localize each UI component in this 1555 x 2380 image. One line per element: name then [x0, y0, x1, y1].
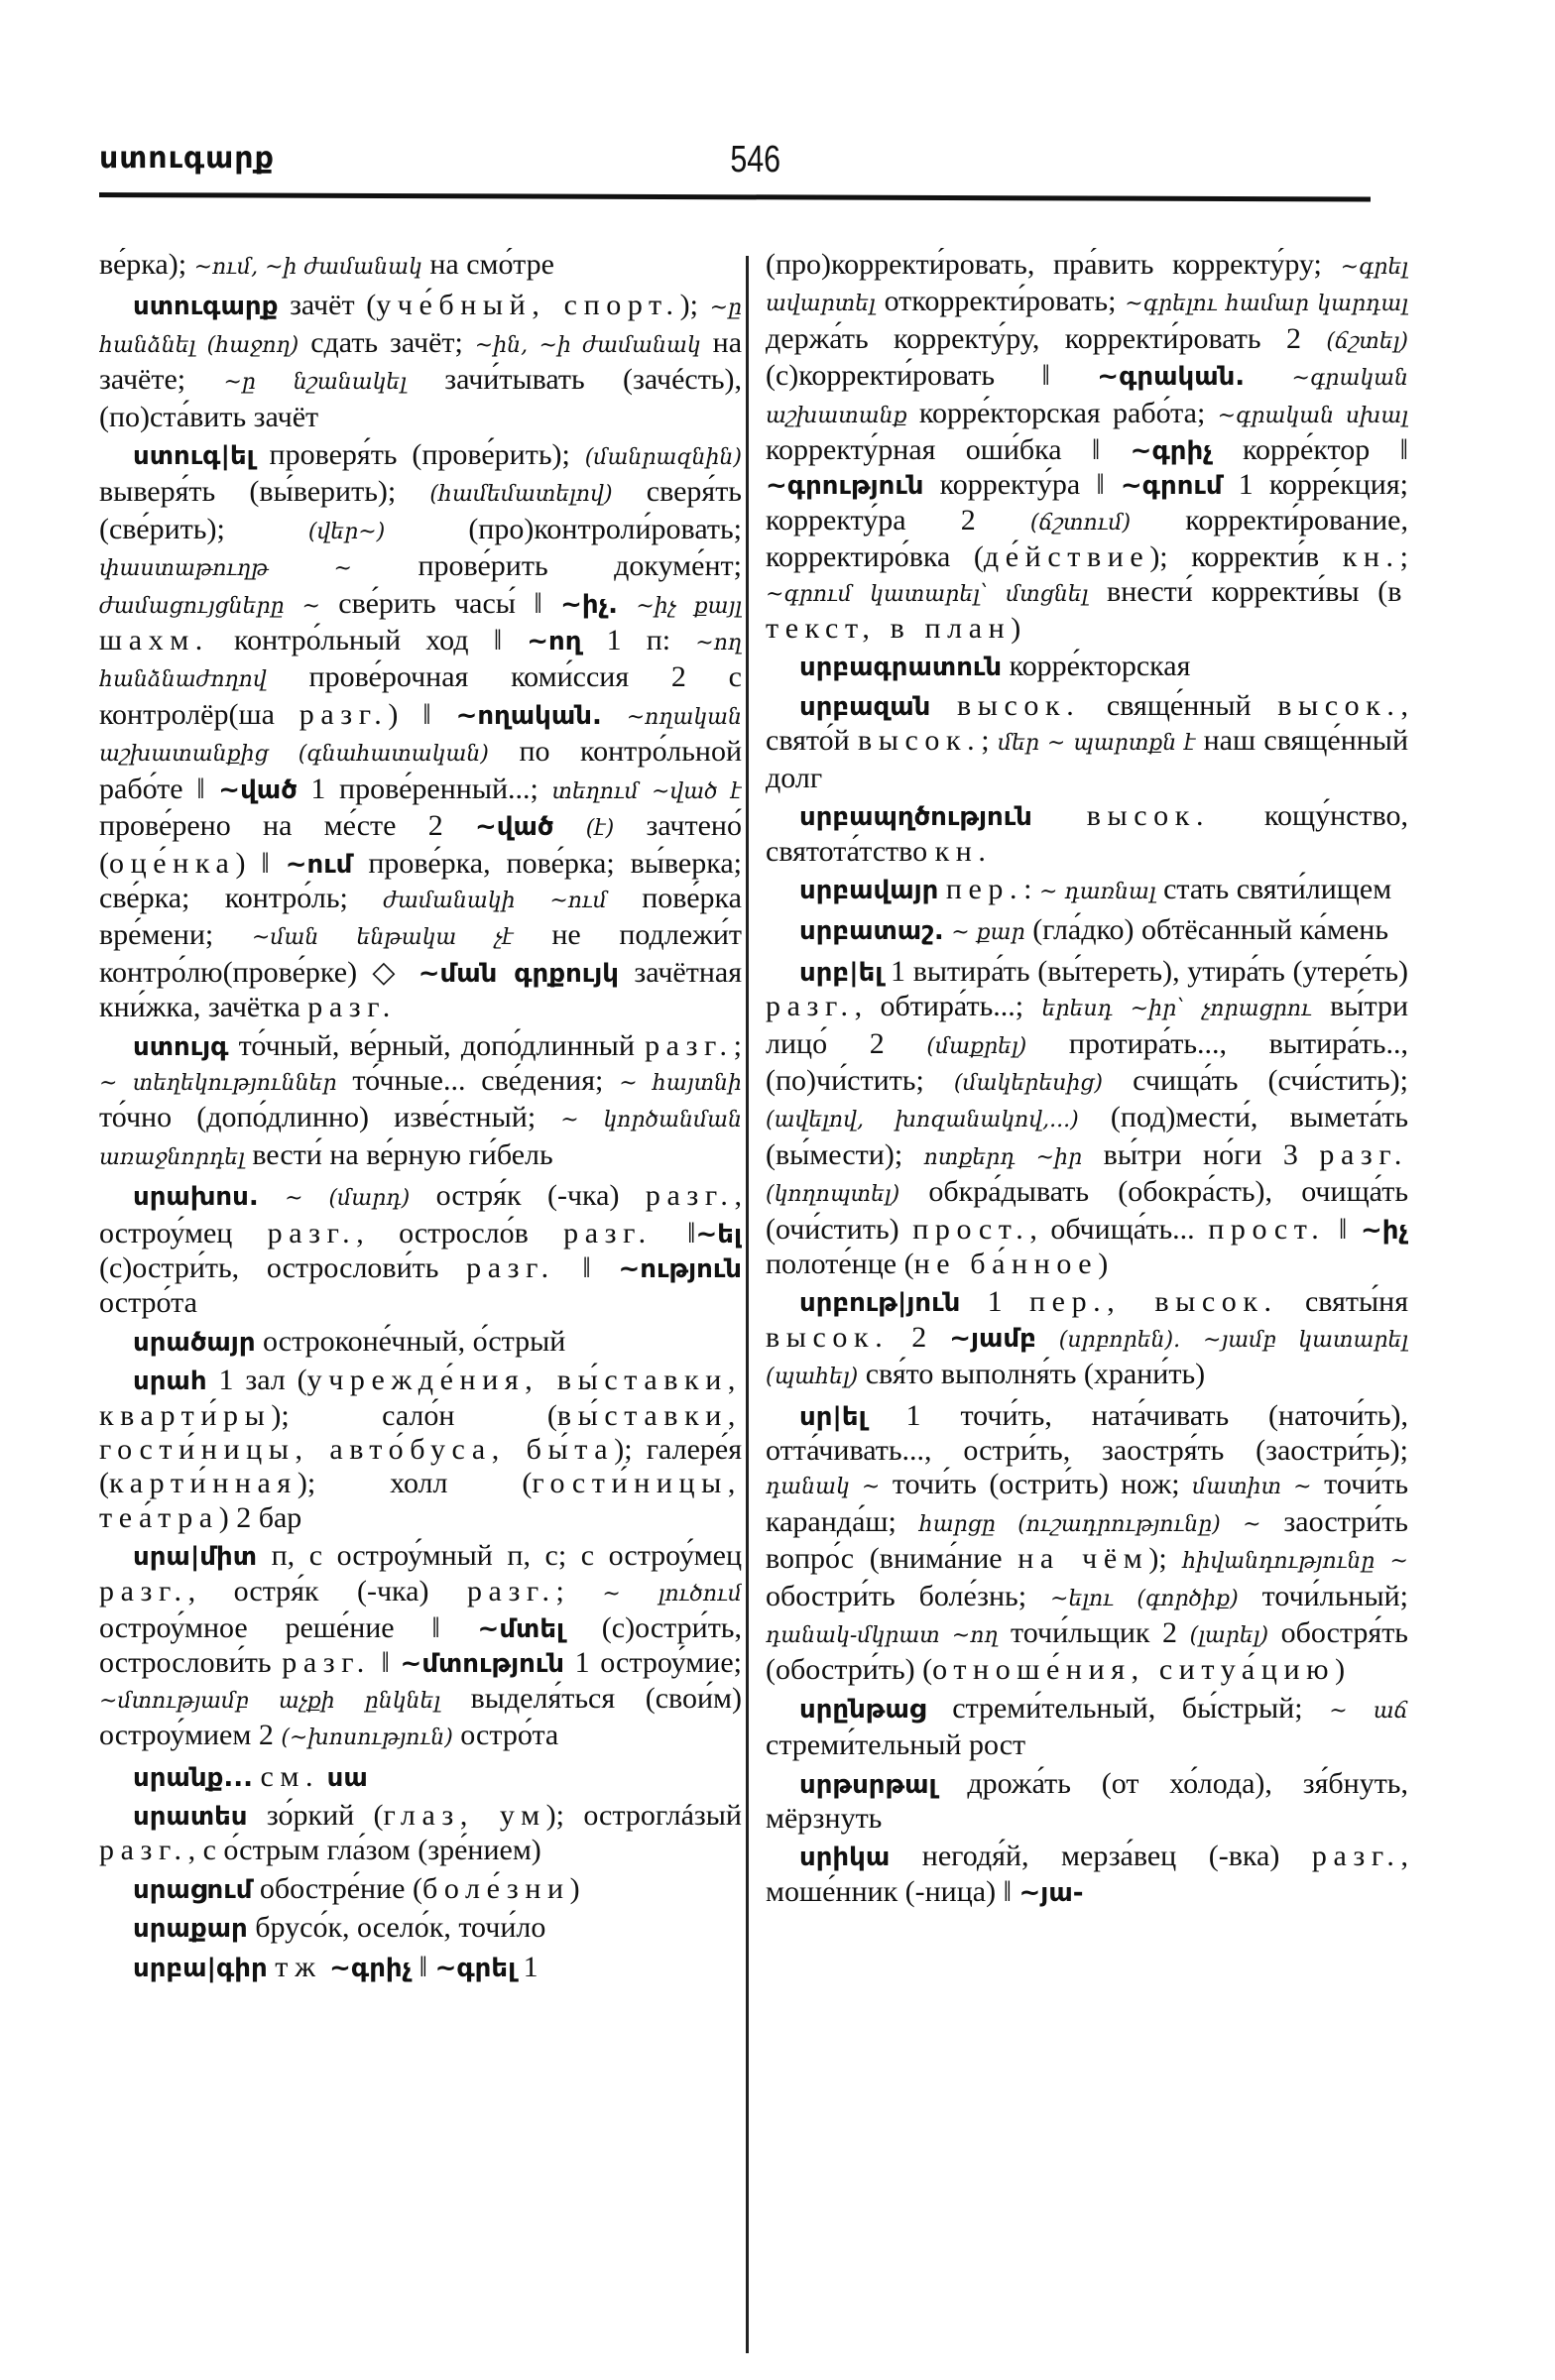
- headword: սրբապղծություն: [799, 802, 1032, 833]
- armenian-example: ~ում, ~ի ժամանակ: [193, 255, 422, 280]
- armenian-example: ~յամբ կատարել (պահել): [766, 1327, 1408, 1390]
- usage-label: высок.: [857, 724, 982, 758]
- dictionary-entry: [766, 1767, 1408, 1837]
- dictionary-entry: [766, 689, 1408, 795]
- translation-text: ); остроглáзый: [545, 1799, 742, 1833]
- dictionary-entry: [766, 1840, 1408, 1910]
- translation-text: обостри́ть боле́знь;: [766, 1579, 1051, 1612]
- column-divider: [746, 256, 749, 2353]
- translation-text: ): [569, 1871, 580, 1905]
- translation-text: наш свяще́нный долг: [766, 724, 1408, 794]
- headword: սրաքար: [133, 1914, 248, 1945]
- dictionary-entry: [99, 1179, 742, 1321]
- translation-text: остроу́мное реше́ние ‖: [99, 1611, 478, 1645]
- armenian-example: ~ման ենթակա չէ: [251, 925, 514, 951]
- translation-text: негодя́й, мерза́вец (-вка): [890, 1840, 1312, 1873]
- armenian-example: ~ կործանման առաջնորդել: [99, 1108, 742, 1170]
- headword: ~յամբ: [949, 1323, 1036, 1354]
- translation-text: остря́к (-чка): [410, 1179, 646, 1213]
- dictionary-entry: [99, 1364, 742, 1535]
- usage-label: кн.: [934, 834, 993, 868]
- translation-text: (с)остри́ть, острослови́ть: [99, 1611, 742, 1680]
- usage-label: шахм.: [99, 624, 209, 657]
- translation-text: 1 остроу́мие;: [564, 1646, 742, 1680]
- translation-text: протира́ть..., вытира́ть.., (по)чи́стить;: [766, 1026, 1408, 1097]
- usage-label: отноше́ния, ситуа́цию: [932, 1653, 1336, 1687]
- translation-text: вести́ на ве́рную ги́бель: [244, 1137, 553, 1171]
- headword: ~ող: [527, 627, 582, 657]
- armenian-example: մատիտ ~: [1192, 1475, 1312, 1500]
- translation-text: прове́рочная коми́ссия 2 с контролёр(ша: [99, 660, 742, 731]
- usage-label: уче́бный, спорт.: [376, 289, 680, 322]
- translation-text: корректу́рная оши́бка ‖: [766, 433, 1131, 467]
- translation-text: не подлежи́т контро́лю(прове́рке) ◇: [99, 918, 742, 989]
- dictionary-entry: [766, 873, 1408, 909]
- dictionary-entry: [99, 1539, 742, 1755]
- armenian-example: ~իչ քայլ: [636, 593, 742, 619]
- translation-text: на смо́тре: [421, 248, 554, 281]
- headword: սրբատաշ.: [799, 916, 944, 947]
- headword: սրբութ|յուն: [799, 1288, 961, 1319]
- dictionary-entry: [766, 650, 1408, 684]
- headword: սրացում: [133, 1874, 253, 1905]
- translation-text: , остросло́в: [356, 1216, 564, 1250]
- translation-text: корректи́рование, корректиро́вка (: [766, 503, 1408, 574]
- armenian-example: (ճշտել): [1326, 328, 1408, 354]
- translation-text: (под)мести́, вымета́ть (вы́мести);: [766, 1101, 1408, 1171]
- translation-text: ‖: [412, 1950, 435, 1983]
- usage-label: разг.: [299, 697, 389, 731]
- entry-continuation: [99, 248, 742, 285]
- armenian-example: ~ելու (գործիք): [1050, 1586, 1239, 1611]
- usage-label: разг.: [766, 990, 855, 1023]
- translation-text: прове́рено на ме́сте 2: [99, 809, 476, 843]
- translation-text: кощу́нство, святота́тство: [766, 799, 1408, 868]
- armenian-example: ~գրում կատարել՝ մտցնել: [766, 581, 1089, 607]
- translation-text: 1 п:: [581, 624, 696, 657]
- armenian-example: ~ տեղեկություններ: [99, 1070, 337, 1096]
- translation-text: , свято́й: [766, 688, 1408, 758]
- dictionary-entry: [766, 799, 1408, 869]
- translation-text: зачтено́ (: [99, 809, 742, 880]
- translation-text: проверя́ть (прове́рить);: [254, 438, 585, 472]
- running-head-guide-word: ստուգարք: [99, 141, 275, 176]
- armenian-example: ~մտությամբ աչքի ընկնել: [99, 1688, 441, 1714]
- translation-text: корре́ктор ‖: [1212, 433, 1408, 467]
- usage-label: не ба́нное: [913, 1247, 1099, 1280]
- translation-text: сверя́ть (све́рить);: [99, 475, 742, 545]
- armenian-example: ~ին, ~ի ժամանակ: [474, 332, 701, 358]
- translation-text: держа́ть корректу́ру, корректи́ровать 2: [766, 321, 1327, 355]
- translation-text: );: [679, 289, 710, 322]
- translation-text: 1 зал (: [206, 1364, 307, 1397]
- translation-text: [618, 587, 636, 620]
- translation-text: , обчища́ть...: [1029, 1212, 1209, 1246]
- translation-text: [1245, 359, 1291, 392]
- header-rule: [99, 192, 1371, 201]
- armenian-example: ~ դառնալ: [1038, 879, 1156, 904]
- headword: սրահ: [133, 1367, 207, 1397]
- usage-label: оце́нка: [109, 846, 236, 880]
- translation-text: ) ‖: [235, 846, 286, 880]
- headword: սրբագրատուն: [799, 653, 1003, 683]
- headword: ստուգարք: [133, 292, 279, 322]
- usage-label: разг.: [645, 1028, 734, 1062]
- translation-text: контро́льный ход ‖: [208, 624, 528, 657]
- translation-text: (про)контроли́ровать;: [385, 512, 742, 545]
- translation-text: [930, 689, 957, 722]
- armenian-example: (վեր~): [307, 519, 386, 544]
- translation-text: свя́то выполня́ть (храни́ть): [858, 1358, 1206, 1391]
- headword: սրանք...: [133, 1762, 253, 1793]
- translation-text: ): [1335, 1653, 1346, 1687]
- translation-text: све́рить часы́ ‖: [319, 586, 561, 620]
- translation-text: ве́рка);: [99, 248, 194, 281]
- translation-text: то́чные... све́дения;: [336, 1063, 620, 1097]
- translation-text: , остроу́мец: [99, 1179, 742, 1250]
- armenian-example: երեսդ ~իր՝ չորացրու: [1041, 997, 1312, 1022]
- usage-label: гости́ницы, теа́тра: [99, 1467, 742, 1534]
- translation-text: ); холл (: [297, 1467, 533, 1500]
- translation-text: 1 вытира́ть (вы́тереть), утира́ть (утере́ть): [883, 954, 1408, 988]
- dictionary-entry: [766, 913, 1408, 950]
- translation-text: сдать зачёт;: [299, 325, 475, 359]
- usage-label: разг.: [307, 991, 397, 1024]
- usage-label: де́йствие: [983, 540, 1150, 574]
- dictionary-entry: [99, 1760, 742, 1795]
- translation-text: корре́кторская: [1002, 650, 1191, 683]
- translation-text: ;: [1399, 540, 1408, 574]
- headword: սրբազան: [799, 691, 931, 722]
- armenian-example: (լարել): [1189, 1623, 1269, 1649]
- usage-label: вы́ставки, гости́ницы, авто́буса, бы́та: [99, 1398, 742, 1466]
- translation-text: точи́ть каранда́ш;: [766, 1468, 1408, 1538]
- dictionary-entry: [99, 438, 742, 1025]
- armenian-example: դանակ-մկրատ ~ող: [766, 1623, 999, 1649]
- headword: սրբա|գիր: [133, 1953, 268, 1983]
- translation-text: прове́рить докуме́нт;: [351, 549, 742, 583]
- translation-text: ); корректи́в: [1149, 540, 1343, 574]
- headword: սրբ|ել: [799, 957, 884, 988]
- armenian-example: (կողոպտել): [766, 1182, 900, 1208]
- translation-text: точи́льщик 2: [998, 1616, 1190, 1650]
- translation-text: (с)остри́ть, острослови́ть: [99, 1250, 467, 1284]
- armenian-example: (սրբորեն).: [1058, 1327, 1181, 1353]
- headword: ~յա-: [1018, 1877, 1084, 1908]
- translation-text: зо́ркий (: [247, 1799, 384, 1833]
- armenian-example: հիվանդությունը ~: [1182, 1549, 1408, 1575]
- dictionary-entry: [99, 1799, 742, 1868]
- translation-text: [259, 1179, 285, 1212]
- headword: ~իչ.: [560, 589, 618, 620]
- translation-text: обостря́ть (обостри́ть) (: [766, 1616, 1408, 1687]
- translation-text: 1: [516, 1950, 538, 1983]
- translation-text: (гла́дко) обтёсанный ка́мень: [1024, 913, 1389, 947]
- armenian-example: (~խոսություն): [281, 1726, 453, 1751]
- usage-label: карти́нная: [109, 1467, 298, 1500]
- headword: ~մտել: [477, 1614, 565, 1645]
- dictionary-entry: [99, 1029, 742, 1176]
- translation-text: стреми́тельный, бы́стрый;: [925, 1691, 1330, 1725]
- translation-text: ); галере́я (: [99, 1433, 742, 1500]
- headword: ~ություն: [618, 1253, 742, 1284]
- translation-text: заостри́ть вопро́с (внима́ние: [766, 1504, 1408, 1576]
- translation-text: вы́три лицо́ 2: [766, 990, 1408, 1060]
- translation-text: ‖: [370, 1646, 401, 1680]
- translation-text: ‖: [652, 1216, 696, 1250]
- usage-label: высок.: [1277, 688, 1401, 722]
- armenian-example: ~գրական սխալ: [1217, 403, 1408, 428]
- headword: ~գրություն: [766, 471, 924, 502]
- translation-text: счища́ть (счи́стить);: [1103, 1063, 1408, 1097]
- translation-text: стреми́тельный рост: [766, 1728, 1026, 1762]
- headword: ստույգ: [133, 1031, 229, 1062]
- translation-text: остро́та: [99, 1286, 197, 1320]
- armenian-example: դանակ ~: [766, 1475, 881, 1500]
- translation-text: ;: [555, 1574, 603, 1607]
- translation-text: (с)корректи́ровать ‖: [766, 359, 1098, 393]
- dictionary-entry: [766, 1692, 1408, 1763]
- headword: ~ված: [475, 812, 554, 843]
- translation-text: (про)корректи́ровать, пра́вить корректу́ру;: [766, 248, 1341, 281]
- translation-text: ‖: [1325, 1212, 1361, 1246]
- translation-text: 1: [960, 1285, 1029, 1319]
- translation-text: корре́кторская рабо́та;: [906, 396, 1218, 429]
- usage-label: разг.: [563, 1216, 653, 1250]
- headword: ~ված: [218, 774, 298, 805]
- headword: սրախոս.: [133, 1182, 259, 1213]
- translation-text: [1036, 1321, 1059, 1354]
- translation-text: то́чно (допо́длинно) изве́стный;: [99, 1101, 561, 1134]
- usage-label: прост.: [1208, 1212, 1326, 1246]
- translation-text: 1 прове́ренный...;: [297, 772, 552, 805]
- armenian-example: ~ը նշանակել: [223, 370, 407, 396]
- headword: սր|ել: [799, 1401, 867, 1432]
- armenian-example: ժամանակի ~ում: [383, 888, 607, 913]
- translation-text: обкра́дывать (обокра́сть), очища́ть (очи́стить): [766, 1175, 1408, 1246]
- usage-label: пер.: [945, 872, 1024, 905]
- headword: ~իչ: [1360, 1215, 1408, 1246]
- usage-label: кн.: [1342, 540, 1400, 574]
- translation-text: зачи́тывать (зачéсть), (по)ста́вить зачёт: [99, 363, 742, 433]
- translation-text: , с о́стрым гла́зом (зре́нием): [187, 1834, 541, 1867]
- translation-text: [1032, 799, 1087, 832]
- usage-label: разг.: [267, 1216, 357, 1250]
- headword: ստուգ|ել: [133, 441, 255, 472]
- armenian-example: ~ը հանձնել (հաջող): [99, 296, 742, 358]
- dictionary-entry: [99, 1872, 742, 1907]
- headword: սրածայր: [133, 1327, 256, 1358]
- usage-label: разг.: [466, 1574, 556, 1607]
- usage-label: боле́зни: [421, 1871, 570, 1905]
- translation-text: остро́та: [452, 1719, 559, 1752]
- armenian-example: մեր ~ պարտքն է: [997, 731, 1196, 757]
- headword: սրատես: [133, 1802, 248, 1833]
- armenian-example: (մանրազնին): [584, 445, 742, 471]
- usage-label: разг.: [282, 1646, 371, 1680]
- translation-text: ;: [981, 724, 998, 758]
- translation-text: :: [1023, 872, 1039, 905]
- translation-text: то́чный, ве́рный, допо́длинный: [228, 1028, 646, 1062]
- translation-text: дрожа́ть (от хо́лода), зя́бнуть, мёрзнуть: [766, 1766, 1408, 1836]
- right-column: [766, 248, 1408, 2360]
- usage-label: в текст, в план: [766, 574, 1408, 646]
- usage-label: разг.: [645, 1179, 735, 1213]
- translation-text: ‖: [554, 1250, 619, 1284]
- dictionary-entry: [766, 1285, 1408, 1394]
- translation-text: , обтира́ть...;: [854, 990, 1042, 1023]
- translation-text: точи́ть (остри́ть) нож;: [880, 1468, 1193, 1501]
- translation-text: [554, 809, 586, 842]
- usage-label: тж: [275, 1950, 322, 1983]
- translation-text: , моше́нник (-ница) ‖: [766, 1840, 1408, 1908]
- headword: ~ողական.: [455, 700, 602, 731]
- translation-text: ); сало́н (: [271, 1398, 557, 1432]
- headword: ~ում: [285, 849, 353, 880]
- headword: ~գրական.: [1097, 362, 1246, 393]
- headword: ~ել: [695, 1219, 742, 1250]
- headword: ~գրում: [1120, 471, 1223, 502]
- dictionary-entry: [99, 1951, 742, 1985]
- translation-text: ) ‖: [388, 697, 456, 731]
- headword: սրթսրթալ: [799, 1769, 937, 1800]
- usage-label: разг.: [1319, 1137, 1408, 1171]
- translation-text: святы́ня: [1277, 1285, 1408, 1319]
- armenian-example: ժամացույցները ~: [99, 593, 320, 619]
- armenian-example: տեղում ~ված է: [551, 778, 742, 804]
- translation-text: 2: [889, 1320, 950, 1354]
- usage-label: разг.: [99, 1574, 188, 1607]
- translation-text: , остря́к (-чка): [187, 1574, 467, 1607]
- dictionary-entry: [99, 1911, 742, 1946]
- left-column: [99, 248, 742, 2360]
- armenian-example: ~ողական աշխատանքից (գնահատական): [99, 704, 742, 768]
- translation-text: [253, 1760, 261, 1793]
- armenian-example: (համեմատելով): [429, 482, 613, 508]
- translation-text: [319, 1760, 327, 1793]
- usage-label: см.: [260, 1759, 320, 1793]
- armenian-example: ~գրական աշխատանք: [766, 366, 1408, 428]
- armenian-example: ~ հայտնի: [619, 1070, 742, 1096]
- armenian-example: ~ քար: [951, 920, 1025, 946]
- headword: սրիկա: [799, 1843, 891, 1873]
- translation-text: зачётная кни́жка, зачётка: [99, 955, 742, 1024]
- translation-text: ): [1098, 1247, 1109, 1280]
- translation-text: выверя́ть (вы́верить);: [99, 475, 430, 509]
- usage-label: разг.: [466, 1250, 555, 1284]
- headword: ~գրիչ: [329, 1953, 413, 1983]
- translation-text: полоте́нце (: [766, 1247, 914, 1280]
- armenian-example: (է): [585, 816, 615, 842]
- usage-label: учрежде́ния, вы́ставки, кварти́ры: [99, 1364, 742, 1432]
- armenian-example: (մակերեսից): [953, 1070, 1104, 1096]
- translation-text: на зачёте;: [99, 325, 742, 397]
- usage-label: прост.: [912, 1212, 1030, 1246]
- translation-text: зачёт (: [278, 289, 377, 322]
- armenian-example: ~ լուծում: [602, 1581, 742, 1606]
- headword: սրբավայր: [799, 875, 939, 905]
- headword: սրա|միտ: [133, 1542, 258, 1573]
- translation-text: корректу́ра ‖: [923, 468, 1121, 502]
- translation-text: );: [1148, 1542, 1183, 1576]
- translation-text: [602, 698, 627, 731]
- headword: սրընթաց: [799, 1694, 926, 1725]
- armenian-example: ~գրելու համար կարդալ: [1125, 292, 1408, 317]
- translation-text: откорректи́ровать;: [875, 285, 1126, 318]
- armenian-example: ~ աճ: [1329, 1698, 1408, 1724]
- usage-label: пер., высок.: [1029, 1285, 1278, 1319]
- translation-text: [322, 1951, 330, 1983]
- translation-text: п, с остроу́мный п, с; с остроу́мец: [257, 1539, 742, 1573]
- translation-text: брусо́к, осело́к, точи́ло: [247, 1911, 546, 1945]
- usage-label: глаз, ум: [383, 1799, 546, 1833]
- translation-text: выделя́ться (свои́м) остроу́мием 2: [99, 1681, 742, 1752]
- armenian-example: փաստաթուղթ ~: [99, 556, 352, 582]
- entry-continuation: [766, 248, 1408, 646]
- dictionary-entry: [766, 1399, 1408, 1688]
- dictionary-entry: [99, 1325, 742, 1360]
- armenian-example: հարցը (ուշադրությունը) ~: [918, 1511, 1261, 1537]
- translation-text: обостре́ние (: [252, 1871, 422, 1905]
- translation-text: 1 точи́ть, ната́чивать (наточи́ть), отта́чивать..., остри́ть, заостря́ть (заостри́ть);: [766, 1398, 1408, 1467]
- translation-text: [938, 873, 946, 905]
- armenian-example: ~ող հանձնաժողով: [99, 631, 742, 693]
- armenian-example: ~գրել ավարտել: [766, 255, 1408, 317]
- armenian-example: (մաքրել): [926, 1033, 1027, 1059]
- usage-label: высок.: [1086, 799, 1211, 833]
- headword: ~մտություն: [400, 1649, 565, 1680]
- armenian-example: (ճշտում): [1029, 510, 1132, 536]
- headword: ~ման գրքույկ: [418, 958, 619, 989]
- usage-label: высок.: [956, 688, 1081, 722]
- translation-text: ;: [733, 1028, 742, 1062]
- translation-text: по контро́льной рабо́те ‖: [99, 735, 742, 805]
- headword: ~գրիչ: [1130, 436, 1213, 467]
- dictionary-entry: [766, 955, 1408, 1282]
- translation-text: пове́рка вре́мени;: [99, 881, 742, 952]
- translation-text: стать святи́лищем: [1155, 872, 1392, 905]
- usage-label: разг.: [99, 1834, 188, 1867]
- page-number: 546: [730, 139, 781, 180]
- armenian-example: ոտքերդ ~իր: [923, 1144, 1083, 1170]
- translation-text: ) 2 бар: [218, 1500, 302, 1534]
- translation-text: прове́рка, пове́рка; вы́верка; све́рка; контро́ль;: [99, 846, 742, 914]
- translation-text: остроконе́чный, о́стрый: [255, 1324, 566, 1358]
- usage-label: на чём: [1017, 1542, 1149, 1576]
- translation-text: свяще́нный: [1080, 688, 1278, 722]
- translation-text: [1180, 1321, 1203, 1354]
- dictionary-entry: [99, 289, 742, 434]
- usage-label: высок.: [766, 1320, 890, 1354]
- translation-text: внести́ корректи́вы (: [1088, 574, 1388, 608]
- translation-text: 1 корре́кция; корректу́ра 2: [766, 468, 1408, 536]
- translation-text: вы́три но́ги 3: [1082, 1137, 1320, 1171]
- armenian-example: ~ (մարդ): [285, 1186, 411, 1212]
- translation-text: ): [1011, 612, 1021, 646]
- usage-label: разг.: [1311, 1840, 1401, 1873]
- headword: սա: [326, 1762, 368, 1793]
- translation-text: точи́льный;: [1238, 1579, 1408, 1612]
- armenian-example: (ավելով, խոզանակով,...): [766, 1108, 1079, 1133]
- headword: ~գրել: [434, 1953, 517, 1983]
